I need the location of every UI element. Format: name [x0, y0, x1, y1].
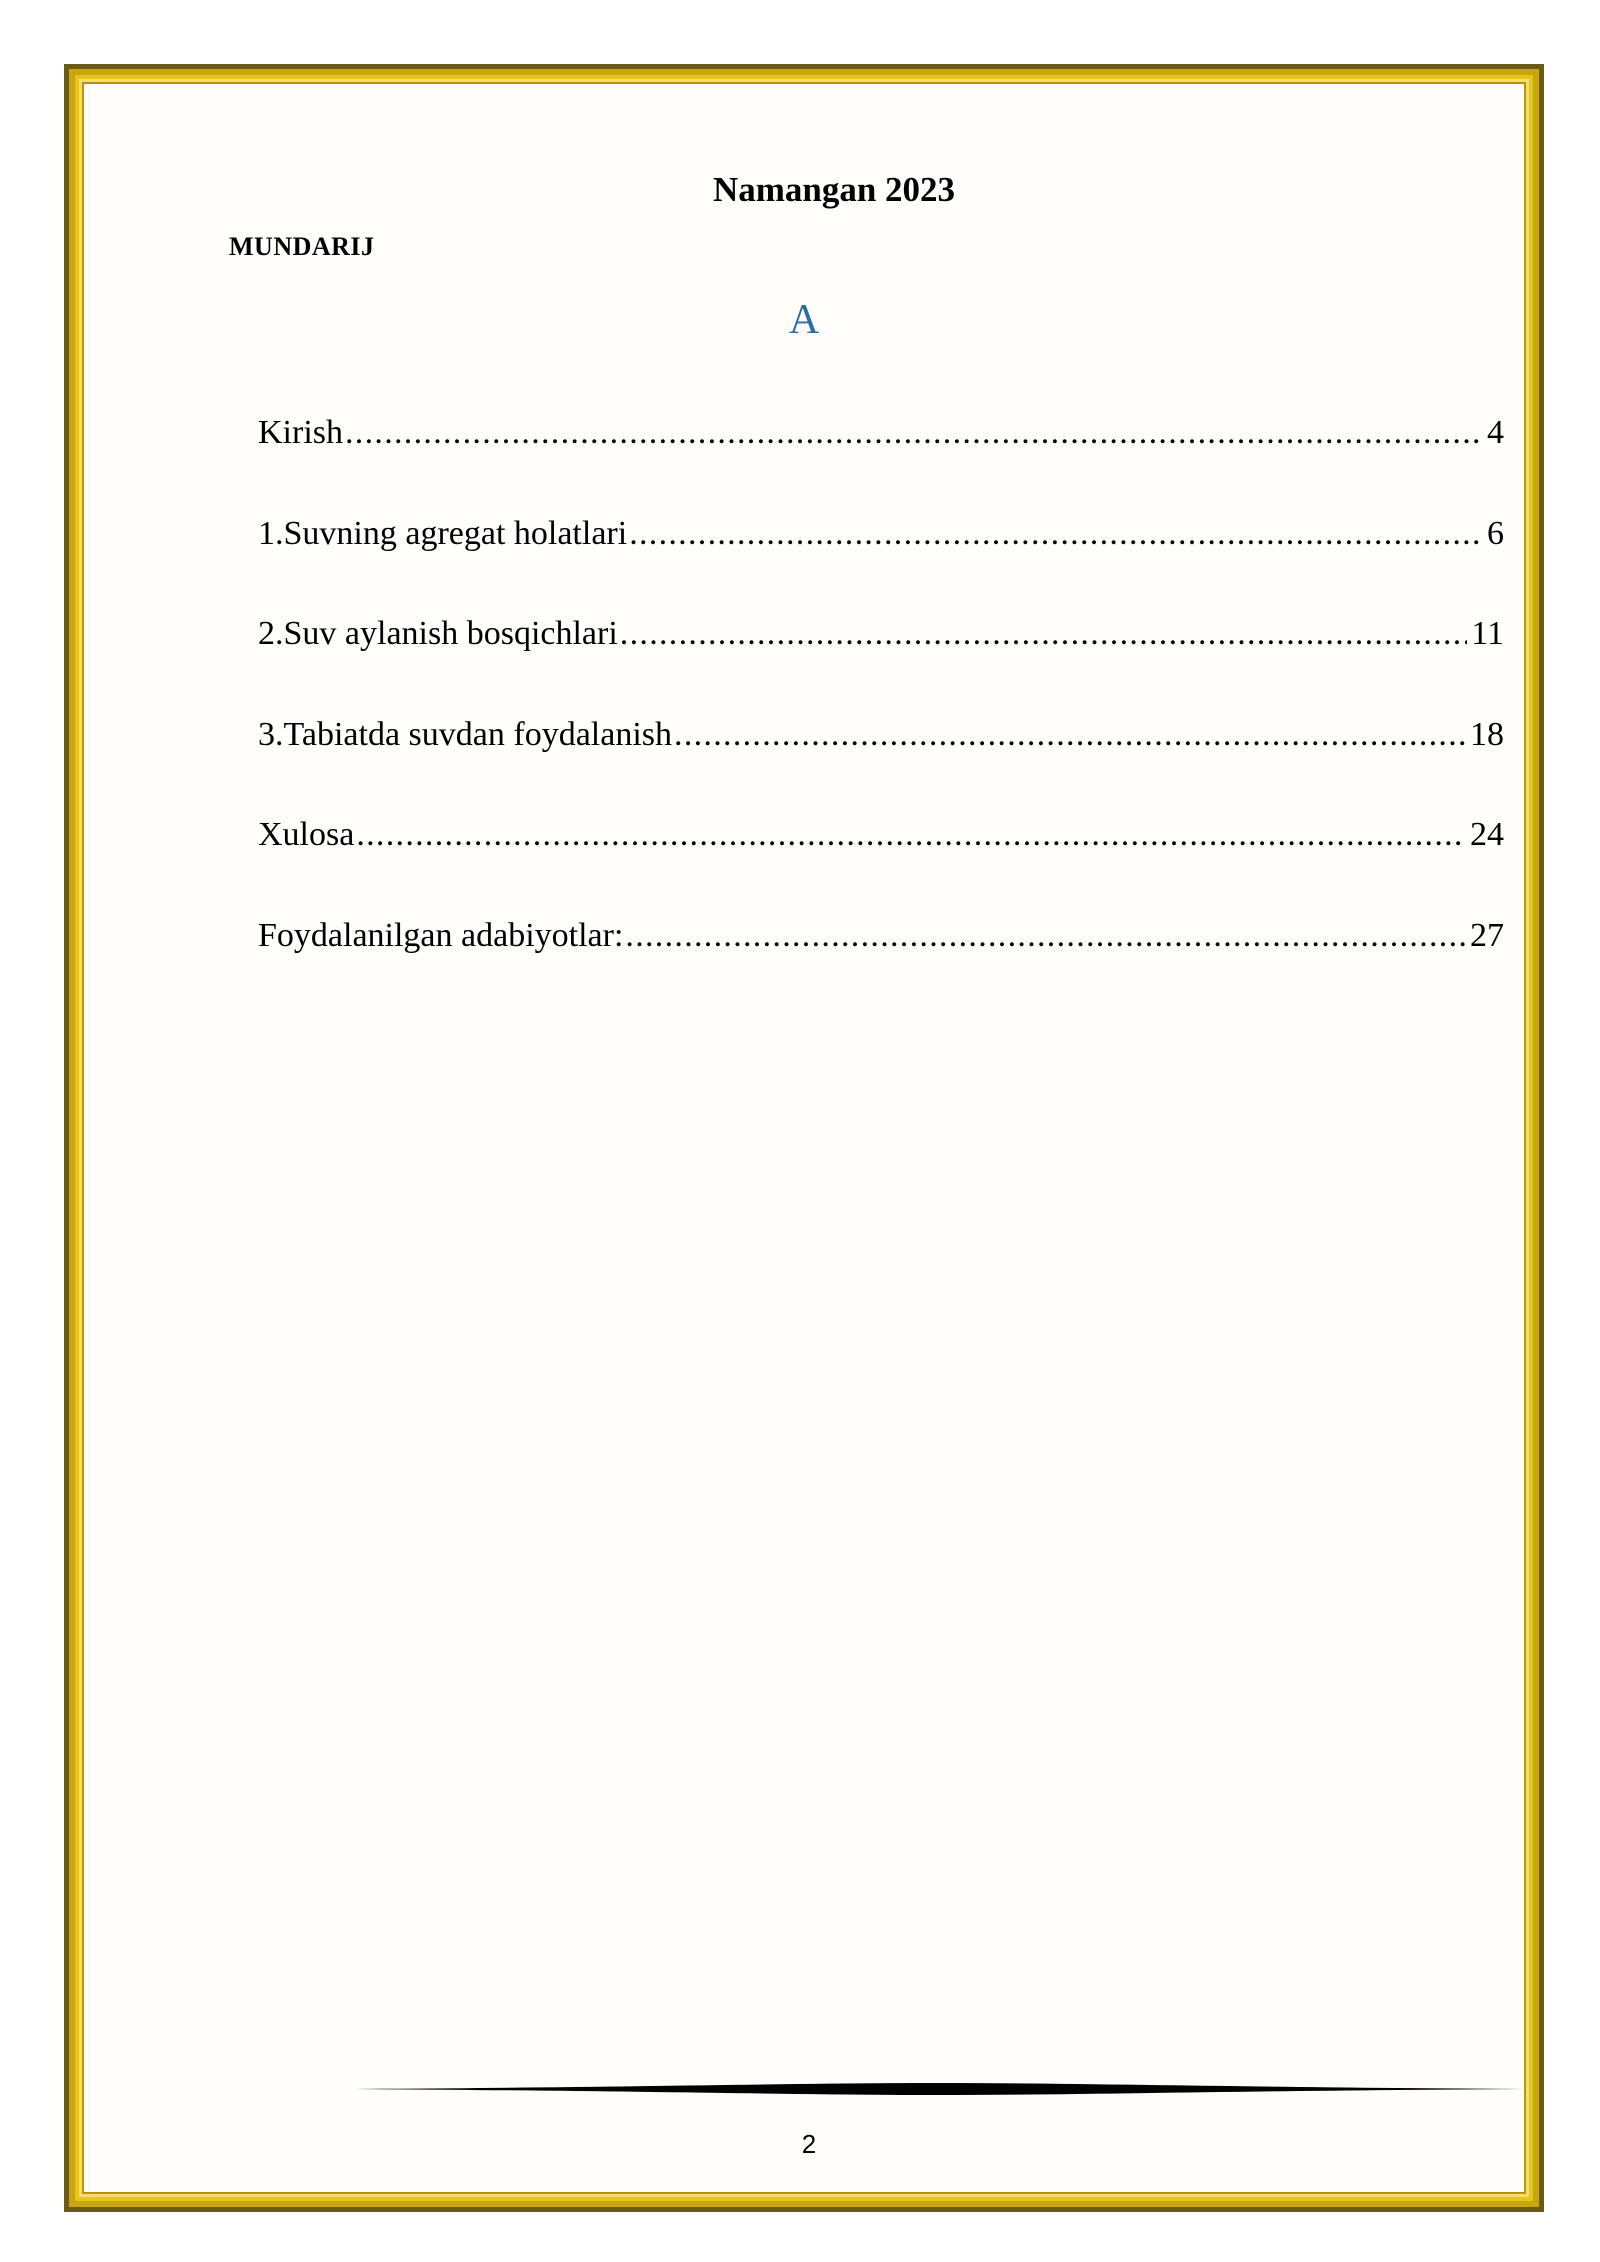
toc-leader-dots: [620, 615, 1467, 653]
toc-entry-kirish[interactable]: [258, 414, 1504, 515]
page: [82, 82, 1526, 2194]
toc-entry-suvdan-foydalanish[interactable]: [258, 716, 1504, 817]
toc-entry-label: 2.Suv aylanish bosqichlari: [258, 615, 618, 652]
toc-leader-dots: [629, 515, 1483, 553]
toc-entry-label: Foydalanilgan adabiyotlar:: [258, 916, 624, 954]
page-title: Namangan 2023: [712, 170, 956, 209]
toc-heading: MUNDARIJ: [229, 232, 375, 261]
toc-leader-dots: [625, 917, 1466, 955]
toc-entry-agregat-holatlari[interactable]: [258, 515, 1504, 616]
footer-divider: [354, 2080, 1524, 2098]
toc-entry-page: 18: [1470, 715, 1504, 753]
toc-entry-label: Kirish: [258, 414, 343, 451]
page-number: 2: [801, 2129, 817, 2159]
toc-leader-dots: [674, 716, 1466, 754]
toc-entry-xulosa[interactable]: [258, 816, 1504, 917]
toc-leader-dots: [345, 414, 1483, 452]
toc-entry-label: Xulosa: [258, 816, 355, 853]
toc-entry-page: 11: [1471, 615, 1504, 652]
toc-entry-label: 3.Tabiatda suvdan foydalanish: [258, 715, 673, 753]
toc-entry-page: 24: [1470, 816, 1504, 853]
toc-leader-dots: [356, 816, 1466, 854]
toc-entry-page: 6: [1487, 514, 1504, 552]
table-of-contents: [258, 414, 1504, 1017]
toc-entry-label: 1.Suvning agregat holatlari: [258, 514, 628, 552]
toc-entry-aylanish-bosqichlari[interactable]: [258, 615, 1504, 716]
toc-heading-tail: A: [788, 297, 820, 343]
toc-entry-page: 4: [1487, 414, 1504, 451]
toc-entry-page: 27: [1470, 916, 1504, 954]
page-border: [64, 64, 1544, 2212]
toc-entry-adabiyotlar[interactable]: [258, 917, 1504, 1018]
page-border-mid: [75, 75, 1533, 2201]
